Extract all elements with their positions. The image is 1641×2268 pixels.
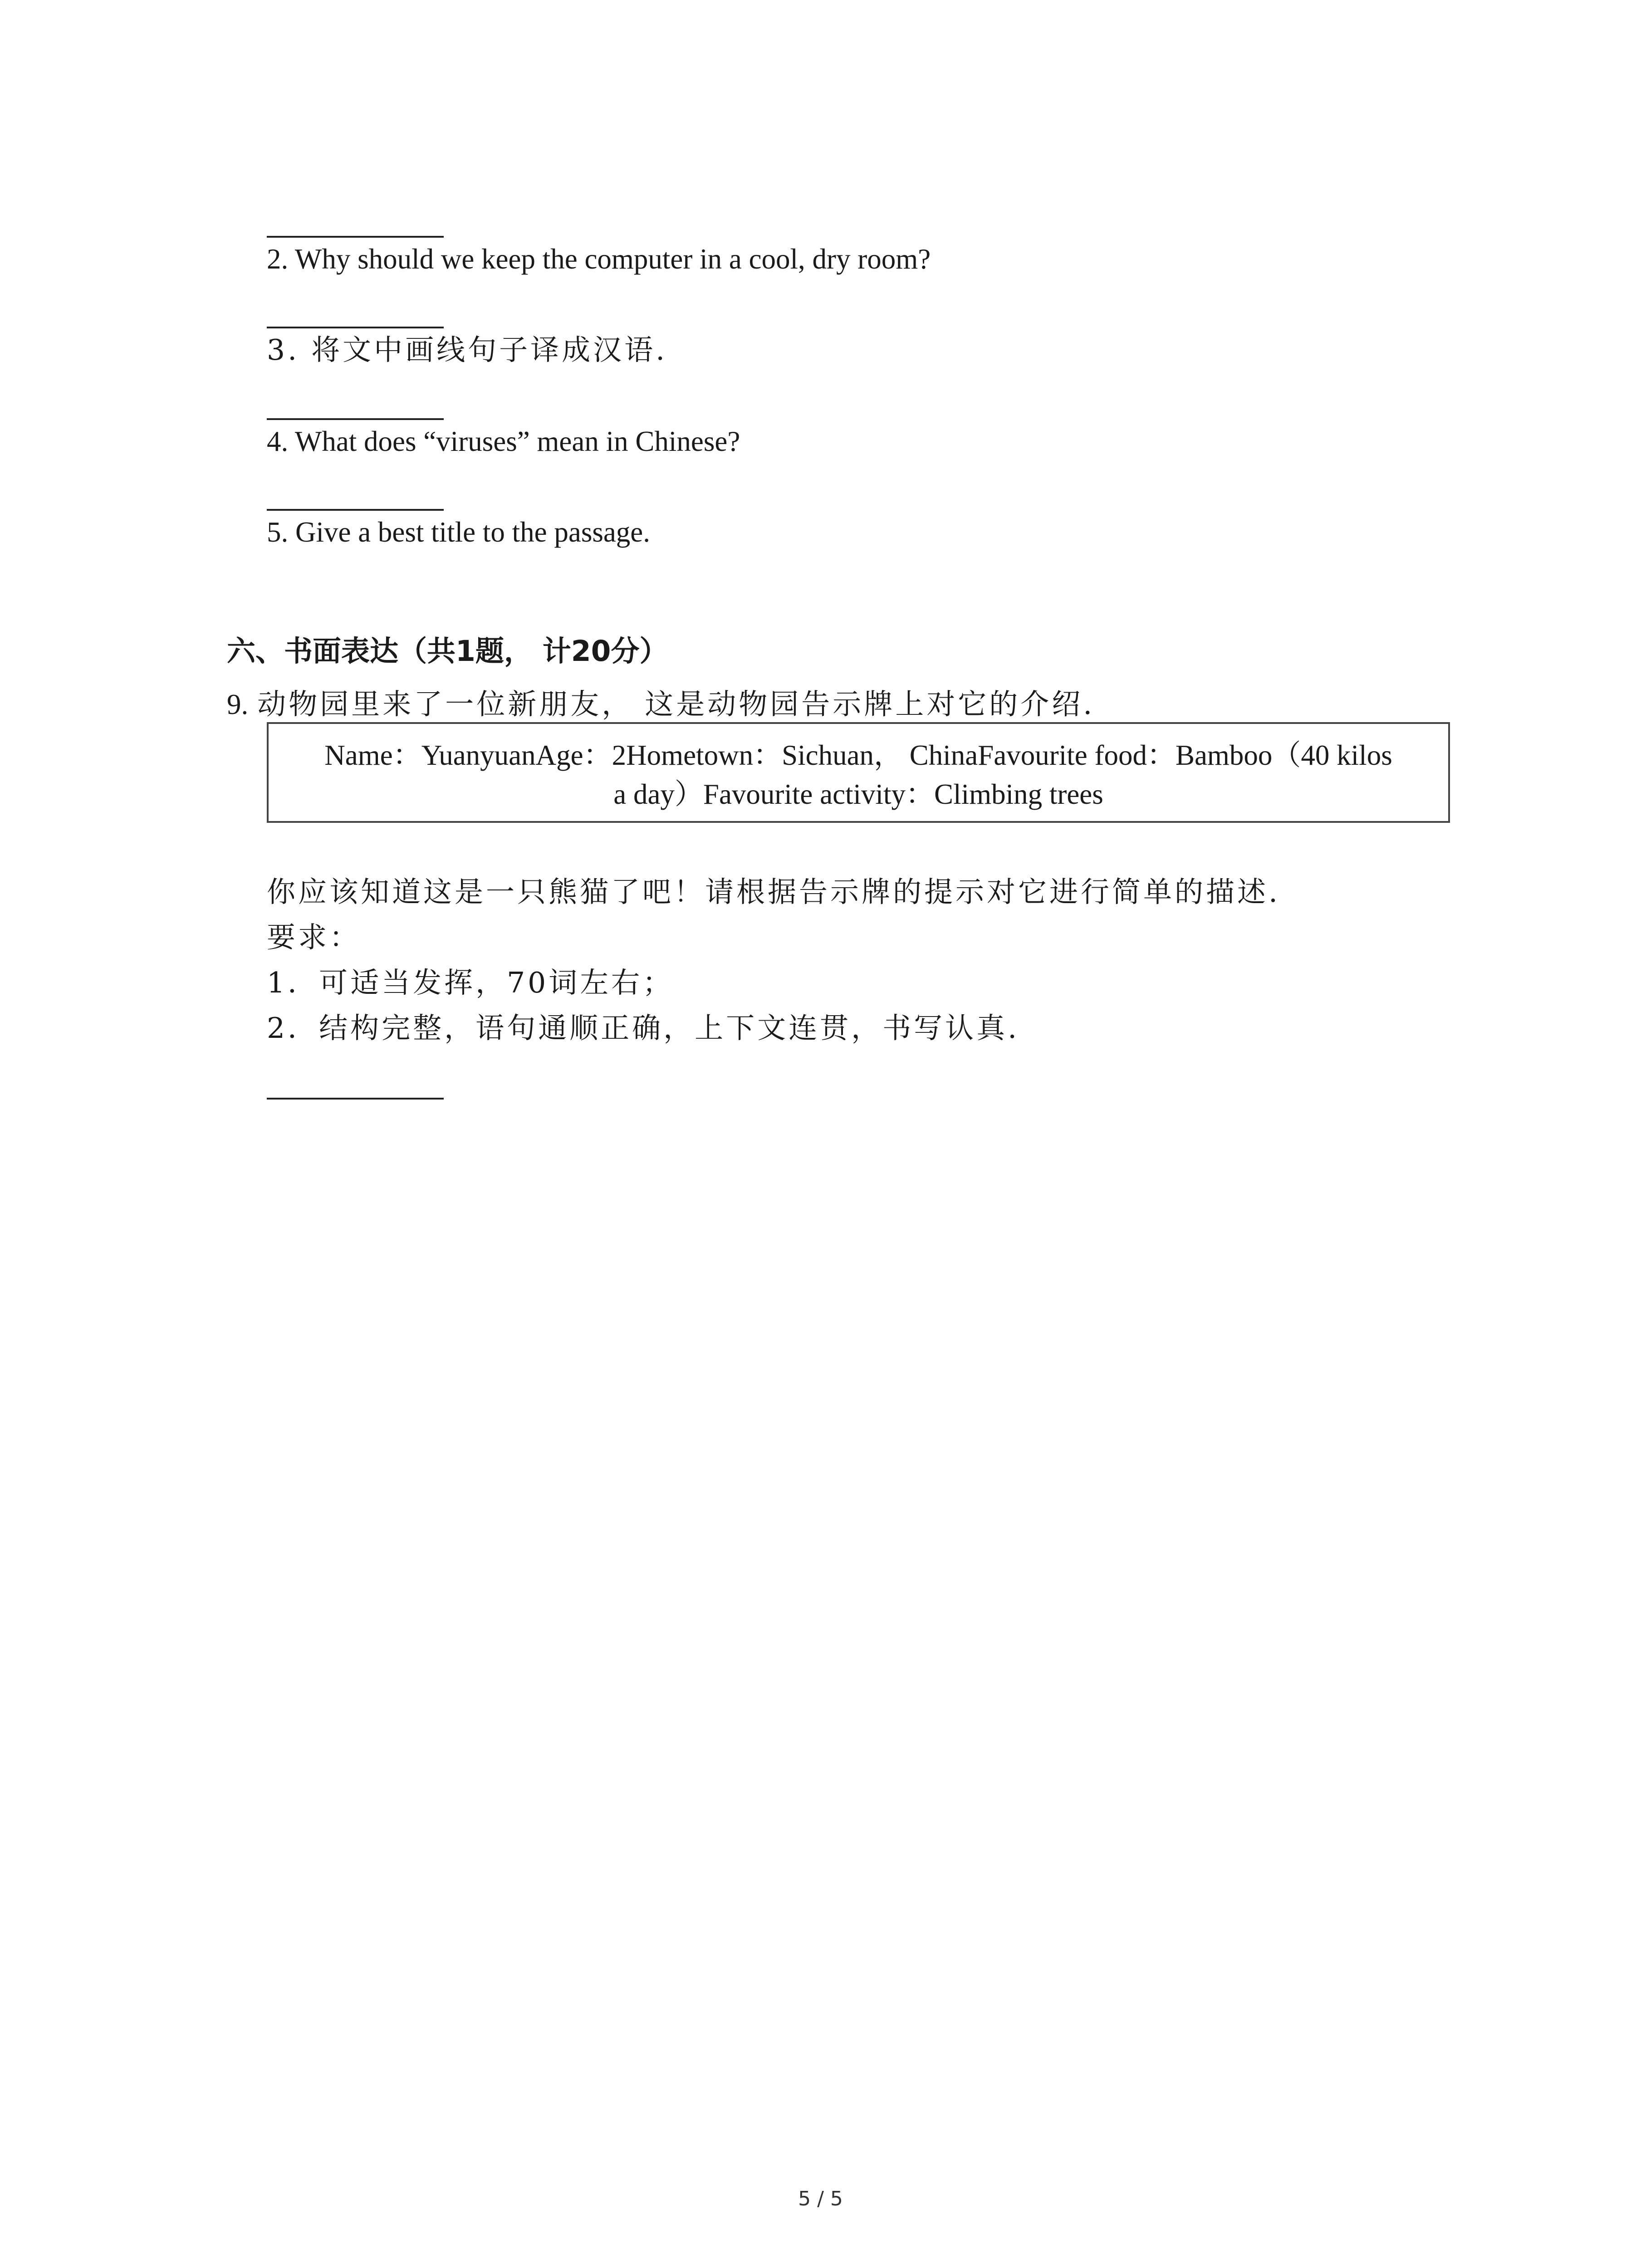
requirements-label: 要求：: [267, 921, 361, 954]
notice-line-2: a day）Favourite activity：Climbing trees: [613, 778, 1103, 810]
question-4-text: 4. What does “viruses” mean in Chinese?: [267, 425, 740, 457]
section-heading: 六、书面表达（共1题， 计20分）: [227, 635, 668, 668]
notice-box: [267, 722, 1450, 823]
answer-blank-line[interactable]: [267, 509, 444, 511]
question-3-text: 3. 将文中画线句子译成汉语.: [267, 333, 668, 367]
question-2-text: 2. Why should we keep the computer in a cool, dry room?: [267, 243, 931, 275]
question-9: [227, 681, 1095, 723]
question-9-text: 动物园里来了一位新朋友， 这是动物园告示牌上对它的介绍.: [257, 688, 1095, 721]
requirement-item-2: 2．结构完整，语句通顺正确，上下文连贯，书写认真.: [267, 1012, 1020, 1045]
answer-blank-line[interactable]: [267, 327, 444, 328]
question-5-text: 5. Give a best title to the passage.: [267, 516, 651, 548]
question-number: 9.: [227, 689, 249, 720]
instruction-text: 你应该知道这是一只熊猫了吧！请根据告示牌的提示对它进行简单的描述.: [267, 875, 1281, 909]
notice-line-1: Name：YuanyuanAge：2Hometown：Sichuan， ChinaFavourite food：Bamboo（40 kilos: [324, 739, 1392, 771]
requirement-item-1: 1．可适当发挥，70词左右；: [267, 966, 674, 999]
page-indicator: 5 / 5: [798, 2187, 843, 2210]
writing-answer-blank[interactable]: [267, 1098, 444, 1100]
answer-blank-line[interactable]: [267, 236, 444, 238]
answer-blank-line[interactable]: [267, 418, 444, 420]
